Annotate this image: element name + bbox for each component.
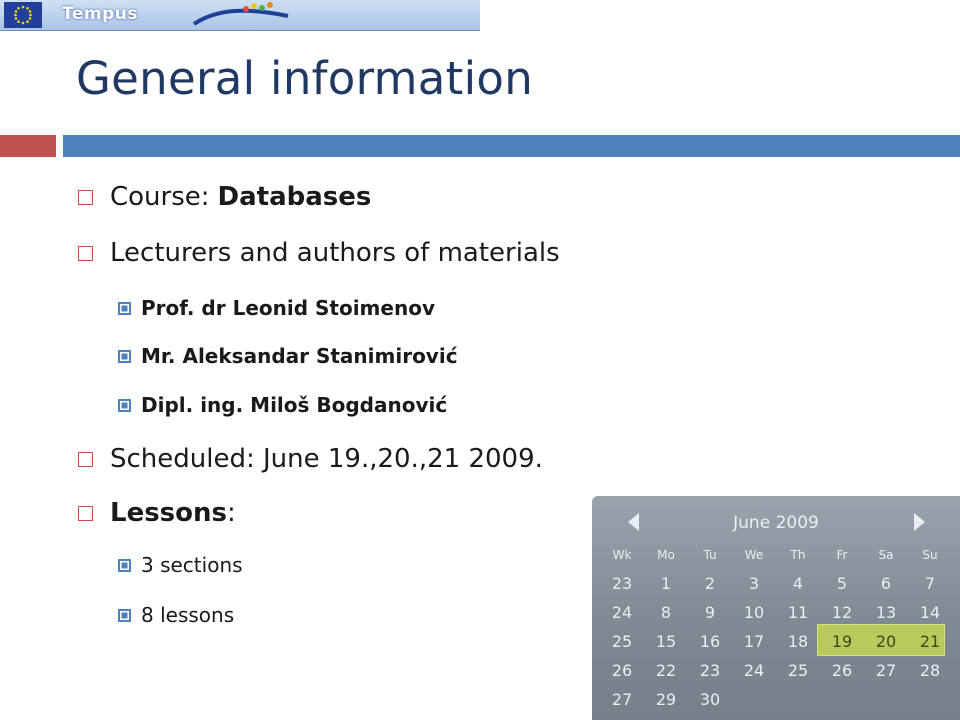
calendar-weekday-header: Mo xyxy=(657,548,675,562)
course-value: Databases xyxy=(217,182,372,212)
lecturers-label: Lecturers and authors of materials xyxy=(110,238,560,268)
chevron-right-icon xyxy=(914,513,925,531)
lessons-label: Lessons xyxy=(110,498,227,528)
calendar-weekday-header: Su xyxy=(922,548,938,562)
calendar-day: 17 xyxy=(743,632,765,651)
square-bullet-icon xyxy=(78,190,93,205)
calendar-day: 23 xyxy=(699,661,721,680)
calendar-day: 21 xyxy=(919,632,941,651)
calendar-day: 30 xyxy=(699,690,721,709)
filled-square-bullet-icon xyxy=(118,399,131,412)
square-bullet-icon xyxy=(78,246,93,261)
calendar-day: 18 xyxy=(787,632,809,651)
filled-square-bullet-icon xyxy=(118,302,131,315)
calendar-day: 2 xyxy=(704,574,716,593)
lesson-text: 3 sections xyxy=(141,553,243,577)
calendar-month: June 2009 xyxy=(733,513,819,533)
bullet-course xyxy=(78,182,371,212)
calendar-day: 8 xyxy=(660,603,672,622)
page-title: General information xyxy=(76,52,534,105)
calendar-day: 22 xyxy=(655,661,677,680)
lecturer-item xyxy=(118,344,458,368)
calendar-day: 13 xyxy=(875,603,897,622)
calendar-weekday-header: Th xyxy=(790,548,806,562)
calendar-day: 15 xyxy=(655,632,677,651)
filled-square-bullet-icon xyxy=(118,350,131,363)
tempus-logo-text: Tempus xyxy=(62,4,138,24)
lecturer-name: Prof. dr Leonid Stoimenov xyxy=(141,296,435,320)
bullet-scheduled xyxy=(78,444,543,474)
calendar-day: 24 xyxy=(743,661,765,680)
calendar-day: 25 xyxy=(787,661,809,680)
filled-square-bullet-icon xyxy=(118,609,131,622)
lecturer-item xyxy=(118,393,447,417)
lesson-text: 8 lessons xyxy=(141,603,235,627)
calendar-image xyxy=(592,496,960,720)
calendar-day: 1 xyxy=(660,574,672,593)
calendar-weekday-header: Fr xyxy=(836,548,848,562)
calendar-week-number: 27 xyxy=(611,690,633,709)
filled-square-bullet-icon xyxy=(118,559,131,572)
calendar-day: 19 xyxy=(831,632,853,651)
bullet-lessons xyxy=(78,498,236,528)
square-bullet-icon xyxy=(78,452,93,467)
bullet-lecturers xyxy=(78,238,560,268)
calendar-weekday-header: Tu xyxy=(703,548,717,562)
calendar-day: 4 xyxy=(792,574,804,593)
calendar-day: 5 xyxy=(836,574,848,593)
calendar-day: 11 xyxy=(787,603,809,622)
calendar-day: 26 xyxy=(831,661,853,680)
calendar-week-number: 23 xyxy=(611,574,633,593)
lessons-colon: : xyxy=(227,498,236,528)
calendar-day: 12 xyxy=(831,603,853,622)
calendar-week-number: 25 xyxy=(611,632,633,651)
calendar-day: 27 xyxy=(875,661,897,680)
lecturer-name: Mr. Aleksandar Stanimirović xyxy=(141,344,458,368)
lesson-item xyxy=(118,603,234,627)
calendar-weekday-header: Wk xyxy=(612,548,632,562)
calendar-day: 20 xyxy=(875,632,897,651)
calendar-weekday-header: We xyxy=(744,548,764,562)
calendar-week-number: 26 xyxy=(611,661,633,680)
lecturer-item xyxy=(118,296,435,320)
calendar-day: 7 xyxy=(924,574,936,593)
calendar-day: 3 xyxy=(748,574,760,593)
calendar-weekday-header: Sa xyxy=(878,548,894,562)
calendar-week-number: 24 xyxy=(611,603,633,622)
calendar-day: 10 xyxy=(743,603,765,622)
calendar-day: 9 xyxy=(704,603,716,622)
calendar-day: 14 xyxy=(919,603,941,622)
lecturer-name: Dipl. ing. Miloš Bogdanović xyxy=(141,393,448,417)
course-label: Course: xyxy=(110,182,210,212)
scheduled-text: Scheduled: June 19.,20.,21 2009. xyxy=(110,444,543,474)
calendar-day: 6 xyxy=(880,574,892,593)
calendar-day: 28 xyxy=(919,661,941,680)
calendar-day: 29 xyxy=(655,690,677,709)
lesson-item xyxy=(118,553,243,577)
square-bullet-icon xyxy=(78,506,93,521)
calendar-day: 16 xyxy=(699,632,721,651)
